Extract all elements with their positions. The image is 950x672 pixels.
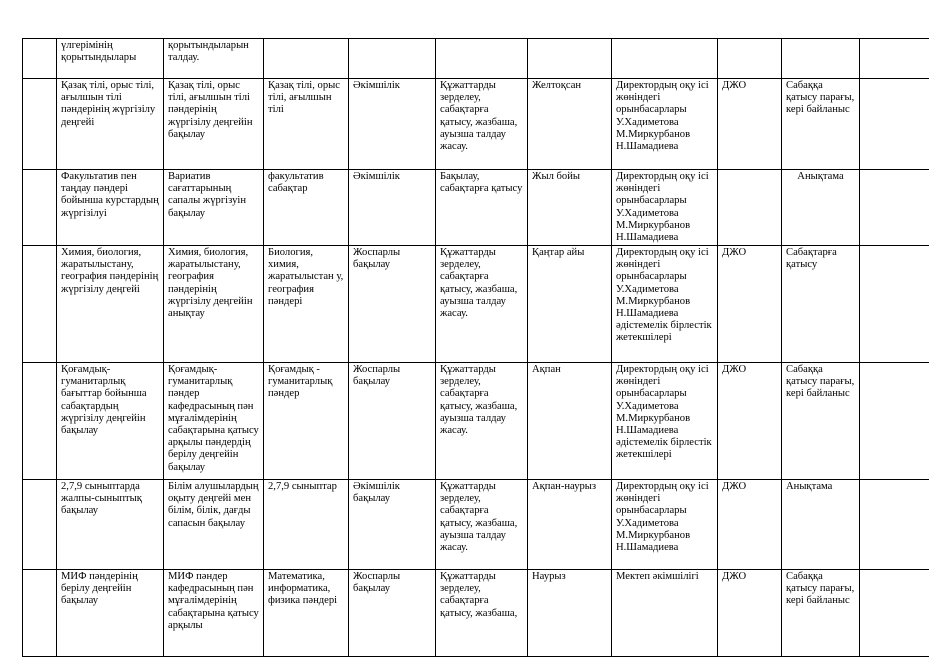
control-subject-cell: Қоғамдық-гуманитарлық бағыттар бойынша сабақтардың жүргізілу деңгейін бақылау	[57, 363, 164, 480]
result-cell: Сабаққа қатысу парағы, кері байланыс	[782, 79, 860, 170]
result-cell	[782, 39, 860, 79]
control-type-cell: Әкімшілік	[349, 170, 436, 246]
control-subject-cell: МИФ пәндерінің берілу деңгейін бақылау	[57, 570, 164, 657]
control-type-cell: Жоспарлы бақылау	[349, 570, 436, 657]
notes-cell	[860, 79, 930, 170]
row-number-cell	[23, 480, 57, 570]
review-place-cell: ДЖО	[718, 480, 782, 570]
control-object-cell: Биология, химия, жаратылыстан у, география пәндері	[264, 246, 349, 363]
table-row	[23, 79, 930, 170]
responsible-cell: Директордың оқу ісі жөніндегі орынбасарлары У.Хадиметова М.Миркурбанов Н.Шамадиева	[612, 480, 718, 570]
result-cell: Сабақтарға қатысу	[782, 246, 860, 363]
table-row	[23, 480, 930, 570]
result-cell: Сабаққа қатысу парағы, кері байланыс	[782, 363, 860, 480]
review-place-cell: ДЖО	[718, 246, 782, 363]
deadline-cell	[528, 39, 612, 79]
control-type-cell: Жоспарлы бақылау	[349, 246, 436, 363]
control-object-cell	[264, 39, 349, 79]
deadline-cell: Қаңтар айы	[528, 246, 612, 363]
notes-cell	[860, 246, 930, 363]
deadline-cell: Жыл бойы	[528, 170, 612, 246]
control-goal-cell: Білім алушылардың оқыту деңгейі мен білім, білік, дағды сапасын бақылау	[164, 480, 264, 570]
control-object-cell: 2,7,9 сыныптар	[264, 480, 349, 570]
control-subject-cell: Химия, биология, жаратылыстану, география пәндерінің жүргізілу деңгейі	[57, 246, 164, 363]
control-type-cell	[349, 39, 436, 79]
control-subject-cell: үлгерімінің қорытындылары	[57, 39, 164, 79]
row-number-cell	[23, 363, 57, 480]
document-page	[22, 38, 929, 660]
notes-cell	[860, 39, 930, 79]
control-object-cell: Қазақ тілі, орыс тілі, ағылшын тілі	[264, 79, 349, 170]
responsible-cell: Директордың оқу ісі жөніндегі орынбасарлары У.Хадиметова М.Миркурбанов Н.Шамадиева әдістемелік бірлестік жетекшілері	[612, 246, 718, 363]
result-cell: Сабаққа қатысу парағы, кері байланыс	[782, 570, 860, 657]
review-place-cell	[718, 39, 782, 79]
control-type-cell: Әкімшілік	[349, 79, 436, 170]
control-method-cell	[436, 39, 528, 79]
table-row	[23, 363, 930, 480]
control-goal-cell: МИФ пәндер кафедрасының пән мұғалімдерінің сабақтарына қатысу арқылы	[164, 570, 264, 657]
notes-cell	[860, 170, 930, 246]
control-method-cell: Құжаттарды зерделеу, сабақтарға қатысу, жазбаша, ауызша талдау жасау.	[436, 363, 528, 480]
control-method-cell: Құжаттарды зерделеу, сабақтарға қатысу, жазбаша, ауызша талдау жасау.	[436, 480, 528, 570]
control-method-cell: Құжаттарды зерделеу, сабақтарға қатысу, жазбаша, ауызша талдау жасау.	[436, 246, 528, 363]
responsible-cell: Директордың оқу ісі жөніндегі орынбасарлары У.Хадиметова М.Миркурбанов Н.Шамадиева әдістемелік бірлестік жетекшілері	[612, 363, 718, 480]
table-row	[23, 246, 930, 363]
responsible-cell: Директордың оқу ісі жөніндегі орынбасарлары У.Хадиметова М.Миркурбанов Н.Шамадиева	[612, 79, 718, 170]
control-subject-cell: Факультатив пен таңдау пәндері бойынша курстардың жүргізілуі	[57, 170, 164, 246]
notes-cell	[860, 570, 930, 657]
control-goal-cell: Қоғамдық-гуманитарлық пәндер кафедрасының пән мұғалімдерінің сабақтарына қатысу арқылы пәндердің берілу деңгейін бақылау	[164, 363, 264, 480]
row-number-cell	[23, 570, 57, 657]
control-goal-cell: Қазақ тілі, орыс тілі, ағылшын тілі пәндерінің жүргізілу деңгейін бақылау	[164, 79, 264, 170]
table-row	[23, 39, 930, 79]
table-row	[23, 170, 930, 246]
control-type-cell: Әкімшілік бақылау	[349, 480, 436, 570]
control-subject-cell: 2,7,9 сыныптарда жалпы-сыныптық бақылау	[57, 480, 164, 570]
control-goal-cell: Вариатив сағаттарының сапалы жүргізуін бақылау	[164, 170, 264, 246]
notes-cell	[860, 480, 930, 570]
control-goal-cell: қорытындыларын талдау.	[164, 39, 264, 79]
deadline-cell: Наурыз	[528, 570, 612, 657]
row-number-cell	[23, 246, 57, 363]
control-method-cell: Құжаттарды зерделеу, сабақтарға қатысу, жазбаша, ауызша талдау жасау.	[436, 79, 528, 170]
result-cell: Анықтама	[782, 170, 860, 246]
control-method-cell: Бақылау, сабақтарға қатысу	[436, 170, 528, 246]
control-subject-cell: Қазақ тілі, орыс тілі, ағылшын тілі пәндерінің жүргізілу деңгейі	[57, 79, 164, 170]
review-place-cell	[718, 170, 782, 246]
review-place-cell: ДЖО	[718, 363, 782, 480]
deadline-cell: Желтоқсан	[528, 79, 612, 170]
deadline-cell: Ақпан-наурыз	[528, 480, 612, 570]
row-number-cell	[23, 39, 57, 79]
result-cell: Анықтама	[782, 480, 860, 570]
review-place-cell: ДЖО	[718, 570, 782, 657]
notes-cell	[860, 363, 930, 480]
control-method-cell: Құжаттарды зерделеу, сабақтарға қатысу, жазбаша,	[436, 570, 528, 657]
deadline-cell: Ақпан	[528, 363, 612, 480]
control-object-cell: Математика, информатика, физика пәндері	[264, 570, 349, 657]
control-object-cell: Қоғамдық - гуманитарлық пәндер	[264, 363, 349, 480]
review-place-cell: ДЖО	[718, 79, 782, 170]
row-number-cell	[23, 170, 57, 246]
control-goal-cell: Химия, биология, жаратылыстану, география пәндерінің жүргізілу деңгейін анықтау	[164, 246, 264, 363]
table-row	[23, 570, 930, 657]
responsible-cell: Мектеп әкімшілігі	[612, 570, 718, 657]
control-object-cell: факультатив сабақтар	[264, 170, 349, 246]
control-type-cell: Жоспарлы бақылау	[349, 363, 436, 480]
control-plan-table	[22, 38, 929, 657]
responsible-cell	[612, 39, 718, 79]
row-number-cell	[23, 79, 57, 170]
responsible-cell: Директордың оқу ісі жөніндегі орынбасарлары У.Хадиметова М.Миркурбанов Н.Шамадиева	[612, 170, 718, 246]
